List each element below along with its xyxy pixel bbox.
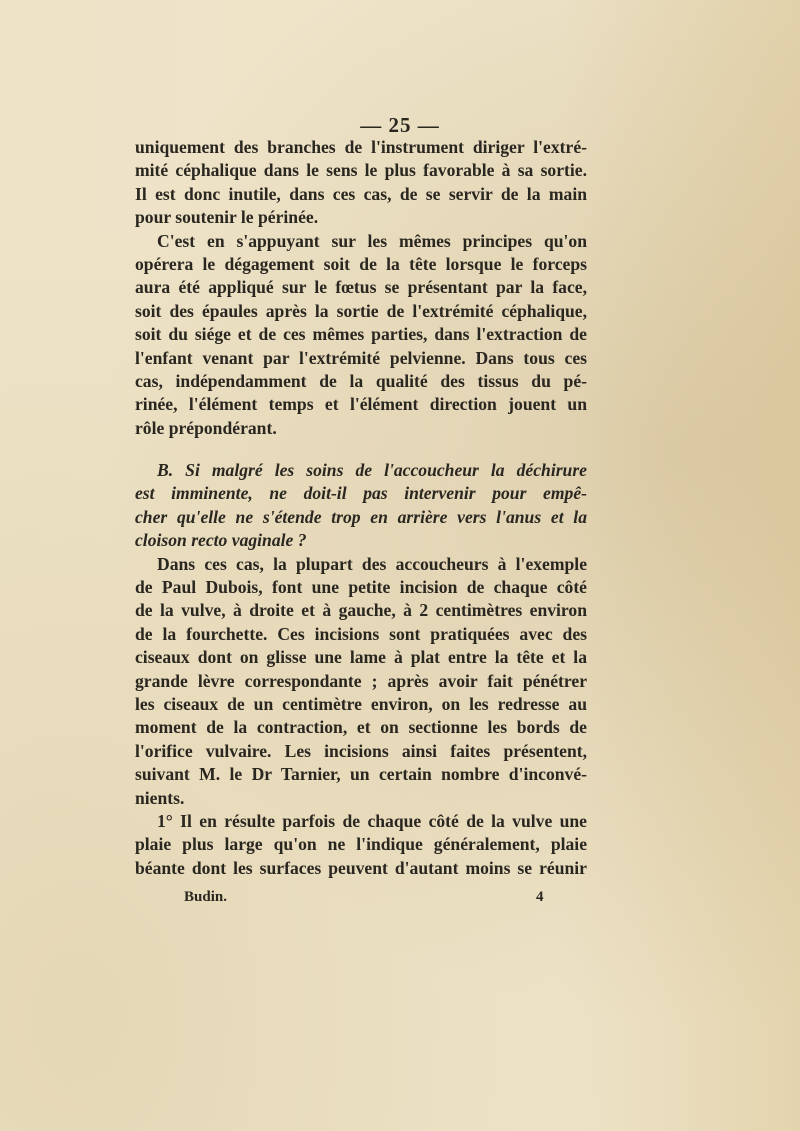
section-gap bbox=[135, 440, 587, 459]
heading-line: cher qu'elle ne s'étende trop en arrière vers l'anus et la bbox=[135, 506, 587, 527]
text-line: de la fourchette. Ces incisions sont pratiquées avec des bbox=[135, 623, 587, 644]
text-line: opérera le dégagement soit de la tête lorsque le forceps bbox=[135, 253, 587, 274]
text-line: Il est donc inutile, dans ces cas, de se servir de la main bbox=[135, 183, 587, 204]
signature-mark: 4 bbox=[536, 889, 544, 905]
heading-line: est imminente, ne doit-il pas intervenir pour empê- bbox=[135, 483, 587, 504]
text-line: les ciseaux de un centimètre environ, on les redresse au bbox=[135, 693, 587, 714]
text-line: uniquement des branches de l'instrument diriger l'extré- bbox=[135, 137, 587, 157]
text-line: plaie plus large qu'on ne l'indique généralement, plaie bbox=[135, 834, 587, 855]
text-line: l'orifice vulvaire. Les incisions ainsi faites présentent, bbox=[135, 740, 587, 761]
text-line: nients. bbox=[135, 787, 185, 808]
text-line: moment de la contraction, et on sectionne les bords de bbox=[135, 717, 587, 738]
heading-line: B. Si malgré les soins de l'accoucheur la déchirure bbox=[157, 460, 587, 481]
section-heading-b bbox=[135, 459, 587, 553]
text-line: C'est en s'appuyant sur les mêmes principes qu'on bbox=[157, 230, 587, 251]
text-line: cas, indépendamment de la qualité des tissus du pé- bbox=[135, 370, 587, 391]
text-line: aura été appliqué sur le fœtus se présentant par la face, bbox=[135, 277, 587, 298]
text-line: rinée, l'élément temps et l'élément direction jouent un bbox=[135, 394, 587, 415]
text-line: pour soutenir le périnée. bbox=[135, 207, 319, 228]
text-line: grande lèvre correspondante ; après avoir fait pénétrer bbox=[135, 670, 587, 691]
footer-author: Budin. bbox=[184, 889, 227, 905]
paragraph-4 bbox=[135, 810, 587, 880]
page-footer bbox=[184, 889, 544, 906]
text-line: de la vulve, à droite et à gauche, à 2 centimètres environ bbox=[135, 600, 587, 621]
text-line: l'enfant venant par l'extrémité pelvienne. Dans tous ces bbox=[135, 347, 587, 368]
text-line: suivant M. le Dr Tarnier, un certain nombre d'inconvé- bbox=[135, 764, 587, 785]
text-line: Dans ces cas, la plupart des accoucheurs à l'exemple bbox=[157, 553, 587, 574]
text-line: rôle prépondérant. bbox=[135, 417, 277, 438]
paragraph-1 bbox=[135, 136, 587, 230]
text-line: de Paul Dubois, font une petite incision de chaque côté bbox=[135, 577, 587, 598]
text-line: mité céphalique dans le sens le plus favorable à sa sortie. bbox=[135, 160, 587, 181]
page-number: — 25 — bbox=[360, 113, 440, 137]
text-line: 1° Il en résulte parfois de chaque côté de la vulve une bbox=[157, 810, 587, 831]
paragraph-2 bbox=[135, 230, 587, 441]
paragraph-3 bbox=[135, 553, 587, 810]
text-line: ciseaux dont on glisse une lame à plat entre la tête et la bbox=[135, 647, 587, 668]
body-text bbox=[135, 136, 587, 880]
text-line: soit du siége et de ces mêmes parties, dans l'extraction de bbox=[135, 324, 587, 345]
text-line: béante dont les surfaces peuvent d'autant moins se réunir bbox=[135, 857, 587, 878]
heading-line: cloison recto vaginale ? bbox=[135, 530, 307, 551]
text-line: soit des épaules après la sortie de l'extrémité céphalique, bbox=[135, 300, 587, 321]
